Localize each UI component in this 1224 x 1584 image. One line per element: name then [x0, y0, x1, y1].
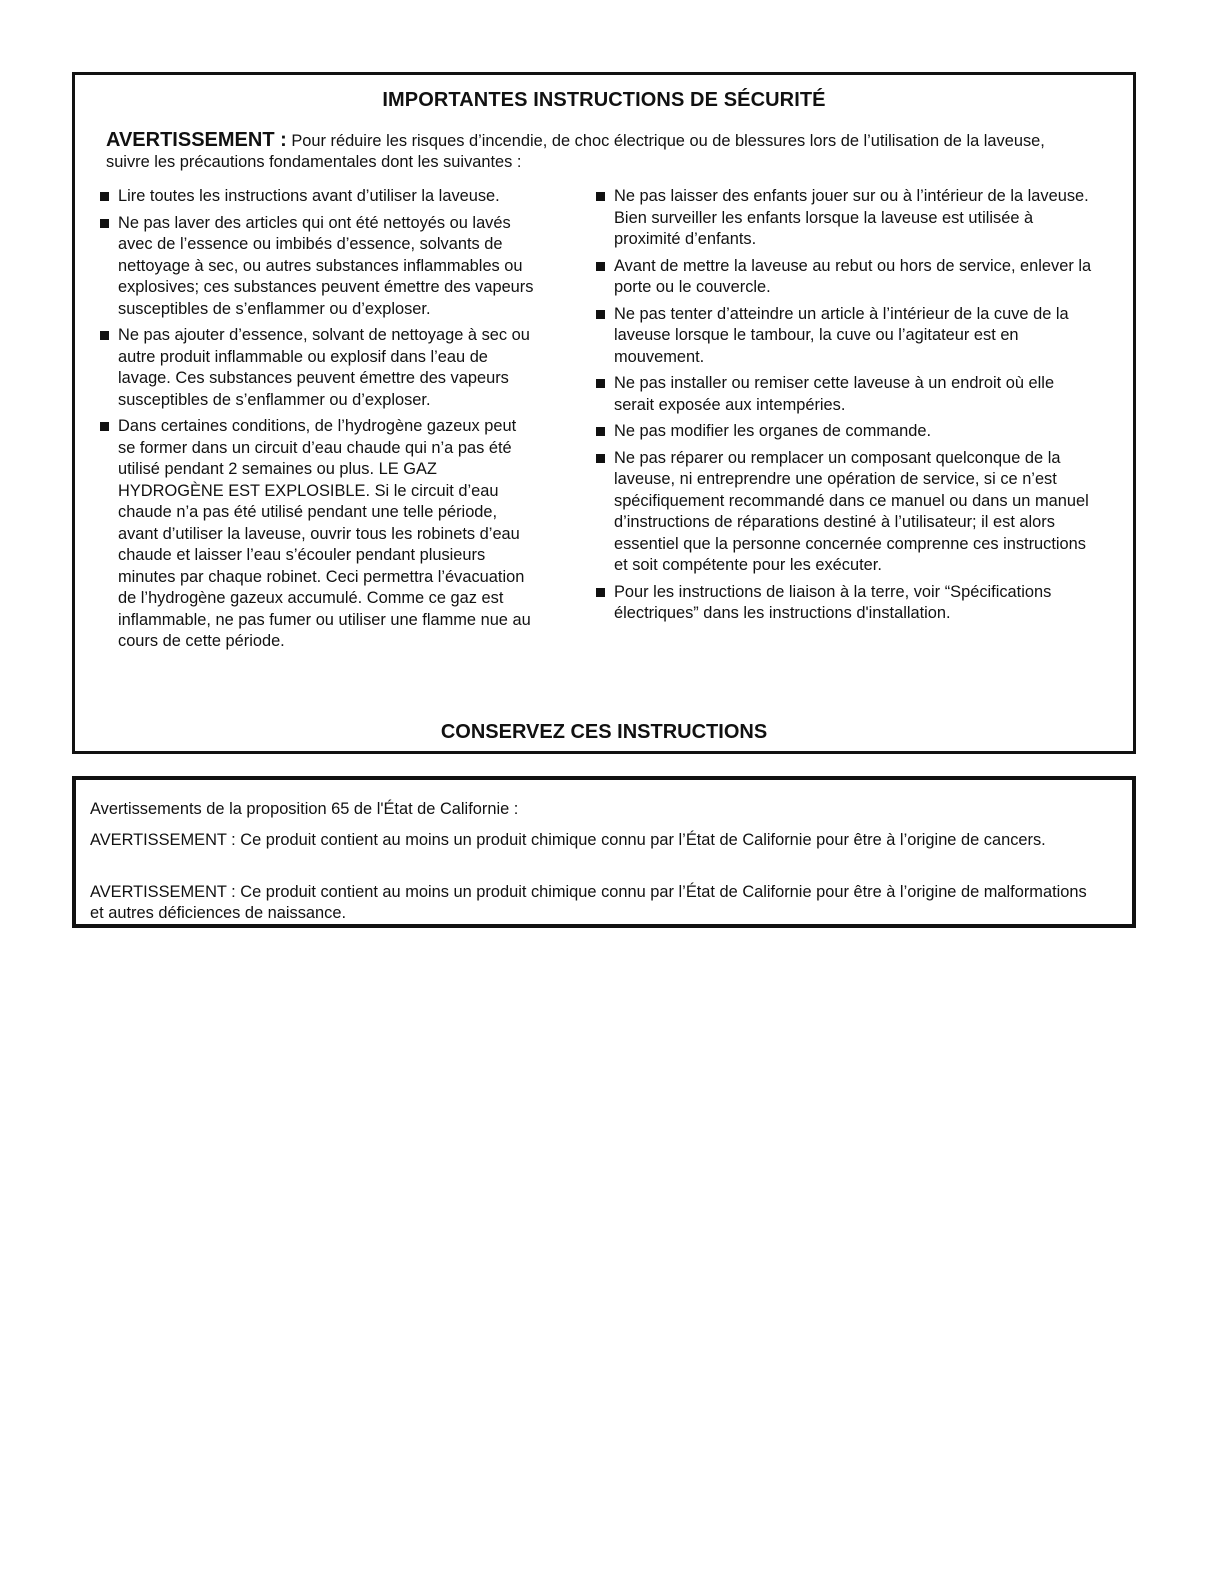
warning-label: AVERTISSEMENT : [106, 129, 287, 151]
list-item: Ne pas ajouter d’essence, solvant de nettoyage à sec ou autre produit inflammable ou explosif dans l’eau de lavage. Ces substances peuvent émettre des vapeurs susceptibles de s’enflammer ou d’exploser. [99, 325, 537, 411]
list-item: Lire toutes les instructions avant d’utiliser la laveuse. [99, 186, 537, 208]
list-item: Ne pas installer ou remiser cette laveuse à un endroit où elle serait exposée aux intempéries. [595, 373, 1095, 416]
keep-instructions-title: CONSERVEZ CES INSTRUCTIONS [440, 721, 768, 743]
square-bullet-icon [596, 379, 605, 388]
square-bullet-icon [596, 588, 605, 597]
prop65-birth-defect-warning: AVERTISSEMENT : Ce produit contient au moins un produit chimique connu par l’État de Californie pour être à l’origine de malformations et autres déficiences de naissance. [90, 883, 1087, 922]
square-bullet-icon [596, 454, 605, 463]
list-item: Pour les instructions de liaison à la terre, voir “Spécifications électriques” dans les instructions d'installation. [595, 582, 1095, 625]
square-bullet-icon [596, 310, 605, 319]
square-bullet-icon [596, 427, 605, 436]
right-instruction-list [595, 186, 1095, 630]
prop65-heading: Avertissements de la proposition 65 de l'État de Californie : [90, 800, 519, 818]
safety-instructions-box [72, 72, 1136, 754]
warning-text: Pour réduire les risques d’incendie, de choc électrique ou de blessures lors de l’utilisation de la laveuse, suivre les précautions fondamentales dont les suivantes : [106, 132, 1045, 171]
list-item: Dans certaines conditions, de l’hydrogène gazeux peut se former dans un circuit d’eau chaude qui n’a pas été utilisé pendant 2 semaines ou plus. LE GAZ HYDROGÈNE EST EXPLOSIBLE. Si le circuit d’eau chaude n’a pas été utilisé pendant une telle période, avant d’utiliser la laveuse, ouvrir tous les robinets d’eau chaude et laisser l’eau s’écouler pendant plusieurs minutes par chaque robinet. Ceci permettra l’évacuation de l’hydrogène gazeux accumulé. Comme ce gaz est inflammable, ne pas fumer ou utiliser une flamme nue au cours de cette période. [99, 416, 537, 653]
square-bullet-icon [100, 192, 109, 201]
list-item: Ne pas laisser des enfants jouer sur ou à l’intérieur de la laveuse. Bien surveiller les enfants lorsque la laveuse est utilisée à proximité d’enfants. [595, 186, 1095, 251]
prop65-warning-box [72, 776, 1136, 928]
list-item: Ne pas laver des articles qui ont été nettoyés ou lavés avec de l’essence ou imbibés d’essence, solvants de nettoyage à sec, ou autres substances inflammables ou explosives; ces substances peuvent émettre des vapeurs susceptibles de s’enflammer ou d’exploser. [99, 213, 537, 321]
warning-intro [106, 130, 1093, 173]
square-bullet-icon [100, 331, 109, 340]
square-bullet-icon [596, 262, 605, 271]
square-bullet-icon [100, 219, 109, 228]
list-item: Ne pas tenter d’atteindre un article à l’intérieur de la cuve de la laveuse lorsque le tambour, la cuve ou l’agitateur est en mouvement. [595, 304, 1095, 369]
list-item: Avant de mettre la laveuse au rebut ou hors de service, enlever la porte ou le couvercle. [595, 256, 1095, 299]
square-bullet-icon [596, 192, 605, 201]
safety-title: IMPORTANTES INSTRUCTIONS DE SÉCURITÉ [382, 89, 826, 111]
list-item: Ne pas modifier les organes de commande. [595, 421, 1095, 443]
list-item: Ne pas réparer ou remplacer un composant quelconque de la laveuse, ni entreprendre une opération de service, si ce n’est spécifiquement recommandé dans ce manuel ou dans un manuel d’instructions de réparations destiné à l’utilisateur; il est alors essentiel que la personne concernée comprenne ces instructions et soit compétente pour les exécuter. [595, 448, 1095, 577]
prop65-cancer-warning: AVERTISSEMENT : Ce produit contient au moins un produit chimique connu par l’État de Californie pour être à l’origine de cancers. [90, 831, 1046, 849]
left-instruction-list [99, 186, 537, 658]
square-bullet-icon [100, 422, 109, 431]
